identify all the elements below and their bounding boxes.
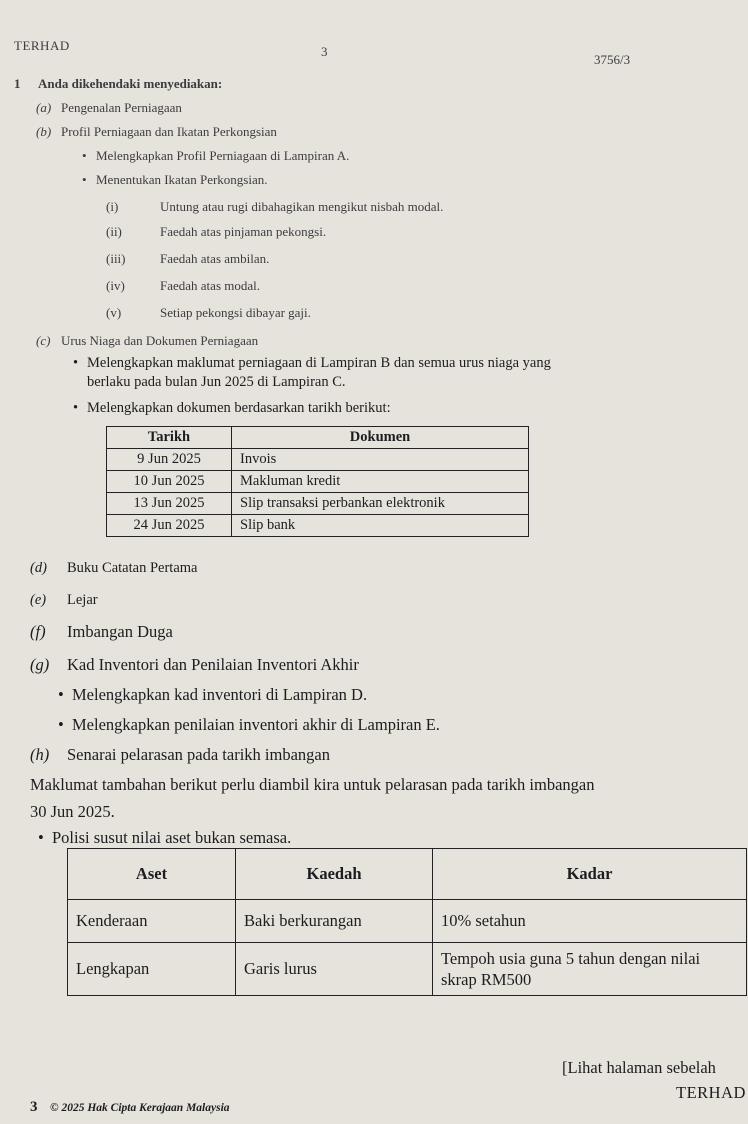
- column-header-aset: Aset: [68, 849, 236, 900]
- part-h-bullet-1: • Polisi susut nilai aset bukan semasa.: [52, 828, 291, 848]
- part-d-title: Buku Catatan Pertama: [67, 560, 198, 576]
- part-b-item-iv-text: Faedah atas modal.: [160, 278, 260, 293]
- part-b-item-iv-label: (iv): [106, 278, 125, 293]
- table-row: [107, 515, 529, 537]
- part-b-item-ii-text: Faedah atas pinjaman pekongsi.: [160, 224, 327, 239]
- footer-terhad: TERHAD: [676, 1083, 746, 1102]
- table-row: [107, 493, 529, 515]
- part-g-bullet-2: • Melengkapkan penilaian inventori akhir di Lampiran E.: [72, 715, 440, 735]
- part-b-item-iii-text: Faedah atas ambilan.: [160, 251, 270, 266]
- part-c-bullet-1-line-1: • Melengkapkan maklumat perniagaan di Lampiran B dan semua urus niaga yang: [87, 355, 551, 372]
- part-d-label: (d): [30, 560, 47, 576]
- part-c-label: (c): [36, 333, 51, 348]
- part-b-item-iii-label: (iii): [106, 251, 126, 266]
- part-f-label: (f): [30, 622, 46, 641]
- part-b-label: (b): [36, 124, 52, 139]
- table-row: [107, 449, 529, 471]
- column-header-dokumen: Dokumen: [232, 427, 529, 449]
- part-h-paragraph-line-1: Maklumat tambahan berikut perlu diambil kira untuk pelarasan pada tarikh imbangan: [30, 775, 595, 794]
- depreciation-policy-table: [67, 848, 747, 996]
- header-terhad: TERHAD: [14, 38, 70, 53]
- part-b-item-i-label: (i): [106, 199, 119, 214]
- part-g-label: (g): [30, 655, 50, 674]
- part-f-title: Imbangan Duga: [67, 622, 173, 641]
- cell-rate: 10% setahun: [433, 900, 747, 943]
- cell-document: Makluman kredit: [232, 471, 529, 493]
- cell-document: Slip bank: [232, 515, 529, 537]
- part-c-title: Urus Niaga dan Dokumen Perniagaan: [61, 333, 259, 348]
- part-b-title: Profil Perniagaan dan Ikatan Perkongsian: [61, 124, 277, 139]
- part-g-title: Kad Inventori dan Penilaian Inventori Akhir: [67, 655, 359, 674]
- part-e-title: Lejar: [67, 592, 98, 608]
- document-date-table: [106, 426, 529, 537]
- cell-asset: Lengkapan: [68, 943, 236, 996]
- part-b-item-ii-label: (ii): [106, 224, 122, 239]
- part-b-bullet-1: • Melengkapkan Profil Perniagaan di Lampiran A.: [96, 148, 349, 164]
- part-c-bullet-2: • Melengkapkan dokumen berdasarkan tarikh berikut:: [87, 400, 391, 417]
- cell-document: Invois: [232, 449, 529, 471]
- cell-date: 10 Jun 2025: [107, 471, 232, 493]
- cell-method: Garis lurus: [236, 943, 433, 996]
- part-h-title: Senarai pelarasan pada tarikh imbangan: [67, 745, 330, 764]
- question-number: 1: [14, 76, 21, 91]
- part-a-label: (a): [36, 100, 52, 115]
- part-g-bullet-1: • Melengkapkan kad inventori di Lampiran D.: [72, 685, 367, 705]
- footer-copyright: © 2025 Hak Cipta Kerajaan Malaysia: [50, 1102, 230, 1114]
- intro-text: Anda dikehendaki menyediakan:: [38, 76, 223, 91]
- table-row: [107, 471, 529, 493]
- header-page-number: 3: [321, 44, 328, 59]
- part-b-item-v-label: (v): [106, 305, 122, 320]
- table-row: [68, 943, 747, 996]
- footer-next-page: [Lihat halaman sebelah: [562, 1058, 716, 1077]
- cell-date: 24 Jun 2025: [107, 515, 232, 537]
- cell-asset: Kenderaan: [68, 900, 236, 943]
- part-c-bullet-1-line-2: berlaku pada bulan Jun 2025 di Lampiran C.: [87, 374, 346, 390]
- part-b-item-v-text: Setiap pekongsi dibayar gaji.: [160, 305, 311, 320]
- table-header-row: [68, 849, 747, 900]
- column-header-kaedah: Kaedah: [236, 849, 433, 900]
- cell-date: 13 Jun 2025: [107, 493, 232, 515]
- cell-method: Baki berkurangan: [236, 900, 433, 943]
- table-row: [68, 900, 747, 943]
- footer-page-number: 3: [30, 1099, 38, 1115]
- part-a-title: Pengenalan Perniagaan: [61, 100, 182, 115]
- column-header-tarikh: Tarikh: [107, 427, 232, 449]
- question-intro: [38, 76, 222, 92]
- part-b-item-i-text: Untung atau rugi dibahagikan mengikut nisbah modal.: [160, 199, 444, 214]
- cell-date: 9 Jun 2025: [107, 449, 232, 471]
- cell-rate: Tempoh usia guna 5 tahun dengan nilai skrap RM500: [433, 943, 747, 996]
- part-e-label: (e): [30, 592, 47, 608]
- part-b-bullet-2: • Menentukan Ikatan Perkongsian.: [96, 172, 267, 188]
- header-paper-code: 3756/3: [594, 52, 631, 67]
- part-h-paragraph-line-2: 30 Jun 2025.: [30, 802, 115, 821]
- part-h-label: (h): [30, 745, 50, 764]
- table-header-row: [107, 427, 529, 449]
- column-header-kadar: Kadar: [433, 849, 747, 900]
- cell-document: Slip transaksi perbankan elektronik: [232, 493, 529, 515]
